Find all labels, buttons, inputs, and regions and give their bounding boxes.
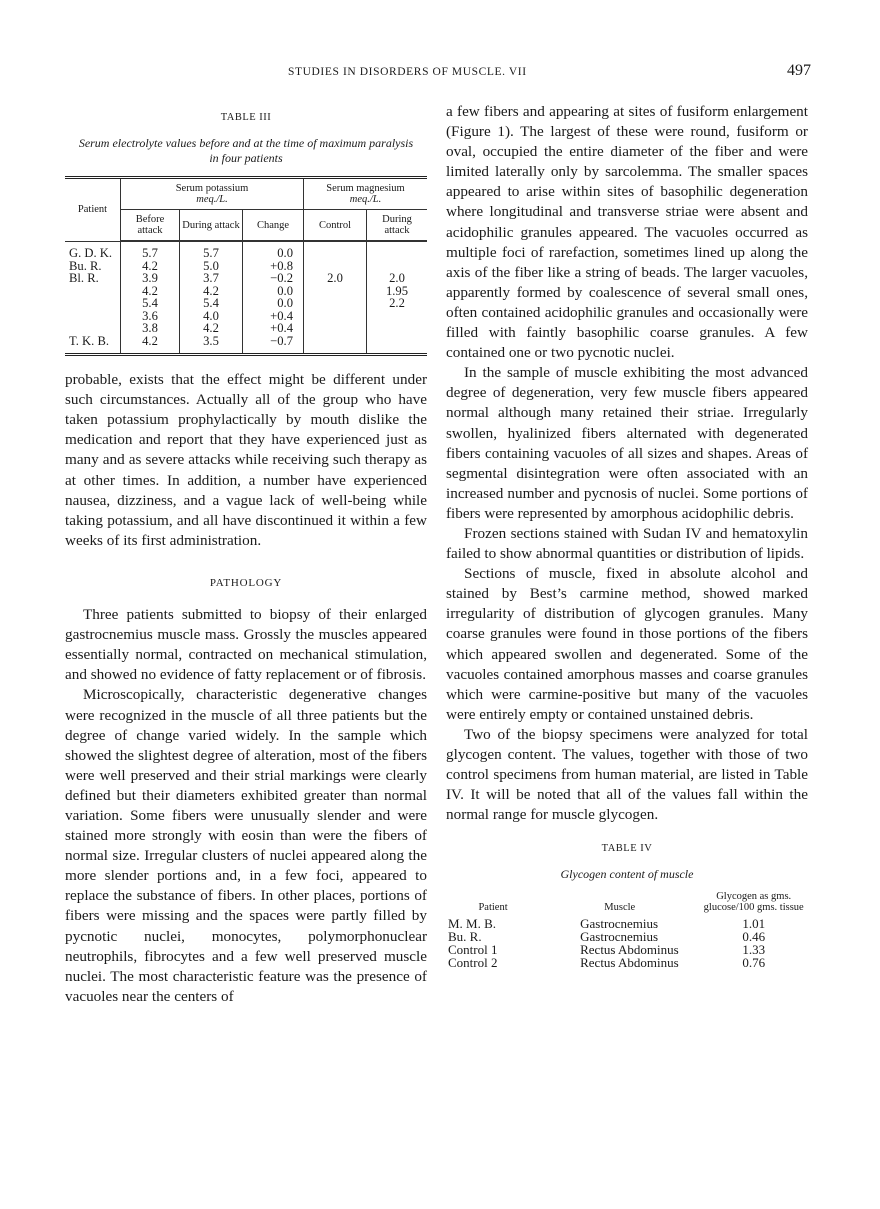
value: 5.7 xyxy=(203,246,219,261)
during-cell xyxy=(180,242,243,355)
value: 4.2 xyxy=(203,283,219,298)
col-group-magnesium: Serum magnesium meq./L. xyxy=(304,178,428,210)
section-heading-pathology: PATHOLOGY xyxy=(209,576,283,589)
value: 3.5 xyxy=(203,333,219,348)
before-cell xyxy=(121,242,180,355)
magnesium-unit: meq./L. xyxy=(349,194,382,206)
value: 4.2 xyxy=(142,333,158,348)
patient: Bl. R. xyxy=(69,271,99,286)
table3-label: TABLE III xyxy=(220,112,272,123)
col-group-potassium: Serum potassium meq./L. xyxy=(121,178,304,210)
page-number: 497 xyxy=(787,62,811,79)
value: 0.0 xyxy=(277,283,293,298)
table4-caption: Glycogen content of muscle xyxy=(560,867,694,882)
col-patient: Patient xyxy=(65,178,121,241)
table-row xyxy=(446,956,808,969)
table4-block xyxy=(446,839,808,969)
patient xyxy=(69,310,116,323)
potassium-unit: meq./L. xyxy=(196,194,228,206)
paragraph: probable, exists that the effect might be different under such circumstances. Actually all of the group who have taken potassium prophylactically by mouth dislike the medication and report that they have experienced just as many and as severe attacks while receiving such therapy as at other times. In addition, a number have experienced nausea, dizziness, and a vague lack of well-being while taking potassium, and all have discontinued it within a few weeks of its first administration. xyxy=(65,371,427,549)
patient: Control 1 xyxy=(448,942,498,958)
paragraph: Microscopically, characteristic degenerative changes were recognized in the muscle of all three patients but the degree of change varied widely. In the sample which showed the slightest degree of alteration, most of the fibers were well preserved and their strial markings were clearly defined but their diameters exhibited greater than normal variation. Some fibers were unusually slender and were stained more strongly with eosin than were the fibers of normal size. Irregular clusters of nuclei appeared along the more slender portions and, in a few foci, appeared to replace the substance of fibers. In other places, portions of fibers were missing and the spaces were partly filled by pycnotic nuclei, monocytes, polymorphonuclear neutrophils, fibrocytes and a few well preserved muscle nuclei. The most characteristic feature was the presence of vacuoles near the centers of xyxy=(65,686,427,1005)
value: 2.0 xyxy=(389,271,405,286)
value: 3.8 xyxy=(142,321,158,336)
value: 0.46 xyxy=(742,929,766,945)
col-control: Control xyxy=(304,210,367,241)
value: 1.33 xyxy=(742,942,766,958)
value: +0.8 xyxy=(270,258,293,273)
patient: M. M. B. xyxy=(448,916,497,932)
value: 0.0 xyxy=(277,296,293,311)
patient xyxy=(69,297,116,310)
value: 4.0 xyxy=(203,308,219,323)
value: 5.4 xyxy=(142,296,158,311)
value: −0.7 xyxy=(270,333,293,348)
value: 0.0 xyxy=(277,246,293,261)
table4-label: TABLE IV xyxy=(601,843,653,855)
paragraph: Three patients submitted to biopsy of their enlarged gastrocnemius muscle mass. Grossly the muscles appeared essentially normal, contracted on mechanical stimulation, and showed no evidence of fatty replacement or of fibrosis. xyxy=(65,606,427,684)
right-column xyxy=(446,102,808,969)
col-patient: Patient xyxy=(478,901,508,913)
value: 5.7 xyxy=(142,246,158,261)
value: 3.9 xyxy=(142,271,158,286)
patient: Control 2 xyxy=(448,955,498,971)
col-before: Before attack xyxy=(121,210,180,241)
value: 2.0 xyxy=(327,271,343,286)
value: +0.4 xyxy=(270,321,293,336)
mg-during-cell xyxy=(367,242,428,355)
value: 1.01 xyxy=(742,916,766,932)
muscle: Gastrocnemius xyxy=(580,916,659,932)
paragraph: a few fibers and appearing at sites of fusiform enlargement (Figure 1). The largest of these were round, fusiform or oval, occupied the entire diameter of the fiber and were limited laterally only by sarcolemma. The smaller spaces appeared to arise within sites of basophilic degeneration where longitudinal and transverse striae were absent and acidophilic granules appeared. The vacuoles occurred as multiple foci of rarefaction, sometimes lined up along the axis of the fiber like a string of beads. The larger vacuoles, apparently formed by coalescence of several small ones, often contained acidophilic granules and occasionally were filled with faintly basophilic coarse granules. A few contained one or two pycnotic nuclei. xyxy=(446,103,808,362)
value: 4.2 xyxy=(142,283,158,298)
paragraph: In the sample of muscle exhibiting the most advanced degree of degeneration, very few muscle fibers appeared normal although many retained their striae. Irregularly swollen, hyalinized fibers alternated with degenerated fibers containing vacuoles of all sizes and shapes. Areas of segmental disintegration were often associated with an increased number and pycnosis of nuclei. Some portions of fibers were represented by amorphous acidophilic debris. xyxy=(446,364,808,522)
col-muscle: Muscle xyxy=(604,901,636,913)
running-head: STUDIES IN DISORDERS OF MUSCLE. VII xyxy=(288,66,527,78)
paragraph: Sections of muscle, fixed in absolute alcohol and stained by Best’s carmine method, showed marked irregularity of distribution of glycogen granules. Many coarse granules were found in those portions of the fibers which appeared swollen and degenerated. Some of the vacuoles contained amorphous masses and coarse granules which were carmine-positive but many of the vacuoles were entirely empty or contained unstained debris. xyxy=(446,565,808,723)
value: 1.95 xyxy=(385,283,409,298)
patient xyxy=(69,322,116,335)
patient: Bu. R. xyxy=(69,258,102,273)
left-column xyxy=(65,100,427,1007)
change-cell xyxy=(243,242,304,355)
patient xyxy=(69,285,116,298)
muscle: Gastrocnemius xyxy=(580,929,659,945)
patient: T. K. B. xyxy=(69,333,109,348)
value: 0.76 xyxy=(742,955,766,971)
value: 4.2 xyxy=(203,321,219,336)
col-during: During attack xyxy=(180,210,243,241)
muscle: Rectus Abdominus xyxy=(580,942,679,958)
patient: Bu. R. xyxy=(448,929,482,945)
table3-caption: Serum electrolyte values before and at the time of maximum paralysis in four patients xyxy=(78,136,414,166)
value: −0.2 xyxy=(270,271,293,286)
value: 3.6 xyxy=(142,308,158,323)
value: +0.4 xyxy=(270,308,293,323)
value: 4.2 xyxy=(142,258,158,273)
muscle: Rectus Abdominus xyxy=(580,955,679,971)
paragraph: Two of the biopsy specimens were analyzed for total glycogen content. The values, together with those of two control specimens from human material, are listed in Table IV. It will be noted that all of the values fall within the normal range for muscle glycogen. xyxy=(446,725,808,824)
paragraph: Frozen sections stained with Sudan IV and hematoxylin failed to show abnormal quantities or distribution of lipids. xyxy=(446,524,808,563)
value: 3.7 xyxy=(203,271,219,286)
table3 xyxy=(65,176,427,356)
value: 5.0 xyxy=(203,258,219,273)
mg-control-cell xyxy=(304,242,367,355)
table4 xyxy=(446,892,808,969)
value: 5.4 xyxy=(203,296,219,311)
col-mg-during: During attack xyxy=(367,210,428,241)
patients-cell xyxy=(65,242,121,355)
value: 2.2 xyxy=(389,296,405,311)
patient: G. D. K. xyxy=(69,246,113,261)
col-change: Change xyxy=(243,210,304,241)
col-glycogen: Glycogen as gms. glucose/100 gms. tissue xyxy=(703,891,804,913)
